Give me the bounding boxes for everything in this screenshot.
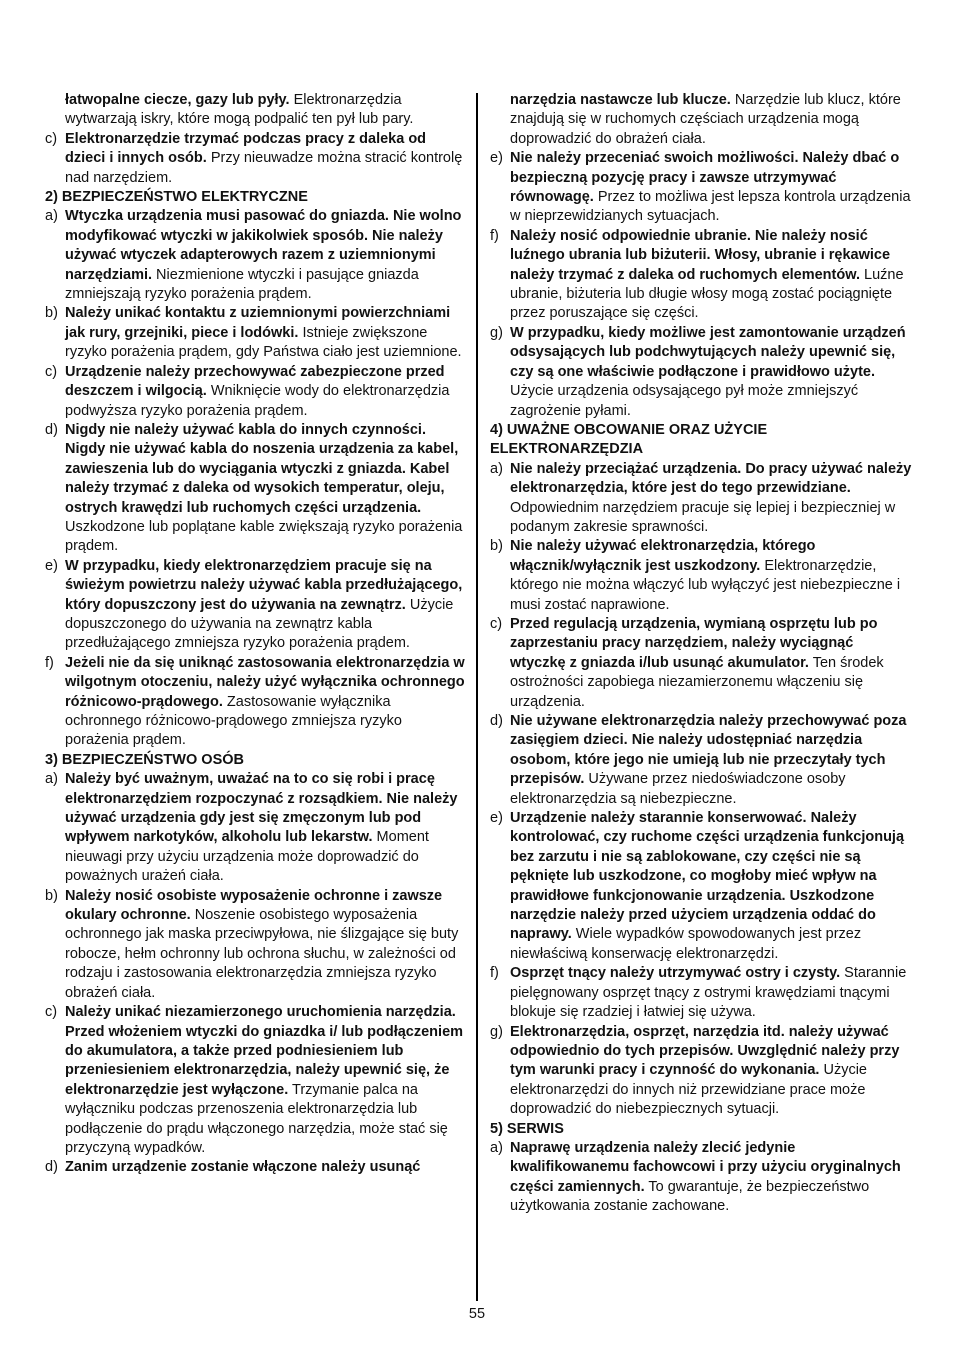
list-item — [490, 809, 912, 964]
list-item — [490, 324, 912, 421]
bold-instruction: Nie należy przeciążać urządzenia. Do pracy używać należy elektronarzędzia, które jest do tego przewidziane. — [510, 460, 912, 497]
right-column — [490, 91, 912, 1217]
explanation-text: Wiele wypadków spowodowanych jest przez niewłaściwą konserwację elektronarzędzi. — [510, 926, 862, 962]
bold-instruction: Zanim urządzenie zostanie włączone należy usunąć — [65, 1159, 421, 1176]
item-label: c) — [490, 615, 503, 632]
continued-paragraph — [490, 91, 912, 149]
explanation-text: Istnieje zwiększone ryzyko porażenia prądem, gdy Państwa ciało jest uziemnione. — [65, 324, 462, 361]
list-item — [45, 363, 467, 421]
bold-instruction: Należy nosić odpowiednie ubranie. Nie należy nosić luźnego ubrania lub biżuterii. Włosy, ubranie i rękawice należy trzymać z daleka od ruchomych elementów. — [510, 227, 891, 283]
list-item — [45, 304, 467, 362]
bold-instruction: Należy nosić osobiste wyposażenie ochronne i zawsze okulary ochronne. — [65, 887, 443, 924]
list-item — [45, 421, 467, 557]
item-label: b) — [45, 887, 58, 904]
item-label: d) — [45, 1159, 58, 1176]
explanation-text: Elektronarzędzia wytwarzają iskry, które mogą podpalić ten pył lub pary. — [65, 92, 414, 128]
list-item — [490, 149, 912, 227]
list-item — [45, 654, 467, 751]
item-label: b) — [45, 305, 58, 322]
bold-instruction: Nie należy przeceniać swoich możliwości. Należy dbać o bezpieczną pozycję pracy i zawsze utrzymywać równowagę. — [510, 150, 900, 206]
left-column — [45, 91, 467, 1178]
explanation-text: Luźne ubranie, biżuteria lub długie włosy mogą zostać pociągnięte przez poruszające się części. — [510, 266, 904, 322]
list-item — [45, 207, 467, 304]
item-label: e) — [45, 557, 58, 574]
bold-instruction: Należy unikać niezamierzonego uruchomienia narzędzia. Przed włożeniem wtyczki do gniazdka i/ lub podłączeniem do akumulatora, a także przed podniesieniem lub przeniesieniem elektronarzędzia, należy upewnić się, że elektronarzędzie jest wyłączone. — [65, 1004, 464, 1098]
page-number: 55 — [468, 1306, 486, 1322]
bold-instruction: Przed regulacją urządzenia, wymianą osprzętu lub po zaprzestaniu pracy narzędziem, należy wyciągnąć wtyczkę z gniazda i/lub usunąć akumulator. — [510, 615, 878, 671]
bold-instruction: Wtyczka urządzenia musi pasować do gniazda. Nie wolno modyfikować wtyczki w jakikolwiek sposób. Nie należy używać wtyczek adapterowych razem z uziemnionymi narzędziami. — [65, 208, 462, 283]
list-item — [490, 964, 912, 1022]
bold-instruction: Elektronarzędzia, osprzęt, narzędzia itd. należy używać odpowiednio do tych przepisów. Uwzględnić należy przy tym warunki pracy i czynność do wykonania. — [510, 1023, 900, 1079]
bold-instruction: Osprzęt tnący należy utrzymywać ostry i czysty. — [510, 965, 841, 982]
explanation-text: Przy nieuwadze można stracić kontrolę nad narzędziem. — [65, 150, 463, 186]
bold-instruction: Nigdy nie należy używać kabla do innych czynności. Nigdy nie używać kabla do noszenia urządzenia za kabel, zawieszenia lub do wyciągania wtyczki z gniazda. Kabel należy trzymać z daleka od wysokich temperatur, oleju, ostrych krawędzi lub ruchomych części urządzenia. — [65, 421, 459, 516]
bold-instruction: Należy unikać kontaktu z uziemnionymi powierzchniami jak rury, grzejniki, piece i lodówki. — [65, 305, 451, 341]
list-item — [45, 1003, 467, 1158]
item-label: c) — [45, 130, 58, 147]
bold-instruction: Naprawę urządzenia należy zlecić jedynie kwalifikowanemu fachowcowi i przy użyciu oryginalnych części zamiennych. — [510, 1139, 901, 1195]
item-label: f) — [490, 227, 499, 244]
bold-instruction: Nie należy używać elektronarzędzia, którego włącznik/wyłącznik jest uszkodzony. — [510, 538, 816, 574]
item-label: c) — [45, 1004, 58, 1021]
section-heading: 4) UWAŻNE OBCOWANIE ORAZ UŻYCIE ELEKTRONARZĘDZIA — [490, 421, 768, 458]
explanation-text: Wniknięcie wody do elektronarzędzia podwyższa ryzyko porażenia prądem. — [65, 383, 450, 419]
item-label: g) — [490, 1023, 503, 1040]
explanation-text: Przez to możliwa jest lepsza kontrola urządzenia w nieprzewidzianych sytuacjach. — [510, 189, 911, 225]
list-item — [490, 227, 912, 324]
explanation-text: Uszkodzone lub poplątane kable zwiększają ryzyko porażenia prądem. — [65, 518, 463, 555]
item-label: c) — [45, 363, 58, 380]
continued-paragraph — [45, 91, 467, 130]
list-item — [45, 770, 467, 886]
list-item — [490, 460, 912, 538]
list-item — [490, 615, 912, 712]
explanation-text: Zastosowanie wyłącznika ochronnego różnicowo-prądowego zmniejsza ryzyko porażenia prądem. — [65, 693, 402, 749]
explanation-text: Używane przez niedoświadczone osoby elektronarzędzia są niebezpieczne. — [510, 771, 846, 807]
item-label: f) — [45, 654, 54, 671]
item-label: a) — [490, 1139, 503, 1156]
bold-instruction: narzędzia nastawcze lub klucze. — [510, 92, 731, 108]
item-label: e) — [490, 810, 503, 827]
list-item — [490, 1023, 912, 1120]
explanation-text: Narzędzie lub klucz, które znajdują się w ruchomych częściach urządzenia mogą doprowadzić do obrażeń ciała. — [510, 92, 901, 147]
bold-instruction: W przypadku, kiedy elektronarzędziem pracuje się na świeżym powietrzu należy używać kabla przedłużającego, który dopuszczony jest do używania na zewnątrz. — [65, 557, 463, 613]
column-divider — [476, 93, 478, 1301]
list-item — [45, 130, 467, 188]
list-item — [490, 537, 912, 615]
explanation-text: To gwarantuje, że bezpieczeństwo użytkowania zostanie zachowane. — [510, 1178, 870, 1215]
bold-instruction: Jeżeli nie da się uniknąć zastosowania elektronarzędzia w wilgotnym otoczeniu, należy użyć wyłącznika ochronnego różnicowo-prądowego. — [65, 654, 465, 710]
item-label: a) — [45, 208, 58, 225]
item-label: f) — [490, 965, 499, 982]
section-heading: 5) SERWIS — [490, 1120, 564, 1137]
bold-instruction: Należy być uważnym, uważać na to co się robi i pracę elektronarzędziem rozpoczynać z rozsądkiem. Nie należy używać urządzenia gdy jest się zmęczonym lub pod wpływem narkotyków, alkoholu lub lekarstw. — [65, 771, 458, 846]
item-label: a) — [490, 460, 503, 477]
explanation-text: Moment nieuwagi przy użyciu urządzenia może doprowadzić do poważnych urażeń ciała. — [65, 829, 429, 885]
explanation-text: Trzymanie palca na wyłączniku podczas przenoszenia elektronarzędzia lub podłączenie do prądu włączonego narzędzia, może stać się przyczyną wypadków. — [65, 1081, 448, 1156]
explanation-text: Ten środek ostrożności zapobiega niezamierzonemu włączeniu się urządzenia. — [510, 654, 884, 710]
item-label: d) — [45, 421, 58, 438]
bold-instruction: Nie używane elektronarzędzia należy przechowywać poza zasięgiem dzieci. Nie należy udostępniać narzędzia osobom, które jego nie umieją lub nie przeczytały tych przepisów. — [510, 713, 907, 788]
explanation-text: Noszenie osobistego wyposażenia ochronnego jak maska przeciwpyłowa, nie ślizgające się buty robocze, hełm ochronny lub ochrona słuchu, w zależności od rodzaju i zastosowania elektronarzędzia zmniejsza ryzyko obrażeń ciała. — [65, 907, 459, 1001]
bold-instruction: W przypadku, kiedy możliwe jest zamontowanie urządzeń odsysających lub podchwytujących należy upewnić się, czy są one właściwie podłączone i prawidłowo użyte. — [510, 324, 906, 380]
item-label: d) — [490, 713, 503, 729]
list-item — [45, 887, 467, 1003]
list-item — [490, 1139, 912, 1217]
explanation-text: Użycie elektronarzędzi do innych niż przewidziane prace może doprowadzić do niebezpiecznych sytuacji. — [510, 1062, 867, 1118]
bold-instruction: Urządzenie należy starannie konserwować. Należy kontrolować, czy ruchome części urządzenia funkcjonują bez zarzutu i nie są zablokowane, czy części nie są pęknięte lub uszkodzone, co mogłoby mieć wpływ na prawidłowe funkcjonowanie urządzenia. Uszkodzone narzędzie należy przed użyciem urządzenia oddać do naprawy. — [510, 810, 905, 943]
bold-instruction: Urządzenie należy przechowywać zabezpieczone przed deszczem i wilgocią. — [65, 363, 445, 400]
item-label: b) — [490, 538, 503, 555]
item-label: e) — [490, 150, 503, 167]
section-heading: 2) BEZPIECZEŃSTWO ELEKTRYCZNE — [45, 189, 308, 206]
explanation-text: Odpowiednim narzędziem pracuje się lepiej i bezpieczniej w podanym zakresie sprawności. — [510, 499, 896, 535]
explanation-text: Elektronarzędzie, którego nie można włączyć lub wyłączyć jest niebezpieczne i musi zostać naprawione. — [510, 557, 901, 613]
section-heading: 3) BEZPIECZEŃSTWO OSÓB — [45, 751, 244, 768]
bold-instruction: łatwopalne ciecze, gazy lub pyły. — [65, 92, 290, 108]
item-label: a) — [45, 771, 58, 788]
list-item — [45, 1158, 467, 1177]
bold-instruction: Elektronarzędzie trzymać podczas pracy z daleka od dzieci i innych osób. — [65, 130, 427, 167]
explanation-text: Niezmienione wtyczki i pasujące gniazda zmniejszają ryzyko porażenia prądem. — [65, 266, 419, 303]
explanation-text: Użycie dopuszczonego do używania na zewnątrz kabla przedłużającego zmniejsza ryzyko porażenia prądem. — [65, 596, 454, 652]
explanation-text: Użycie urządzenia odsysającego pył może zmniejszyć zagrożenie pyłami. — [510, 383, 859, 419]
explanation-text: Starannie pielęgnowany osprzęt tnący z ostrymi krawędziami tnącymi blokuje się rzadziej i łatwiej się używa. — [510, 965, 907, 1021]
item-label: g) — [490, 324, 503, 341]
list-item — [45, 557, 467, 654]
list-item — [490, 712, 912, 809]
